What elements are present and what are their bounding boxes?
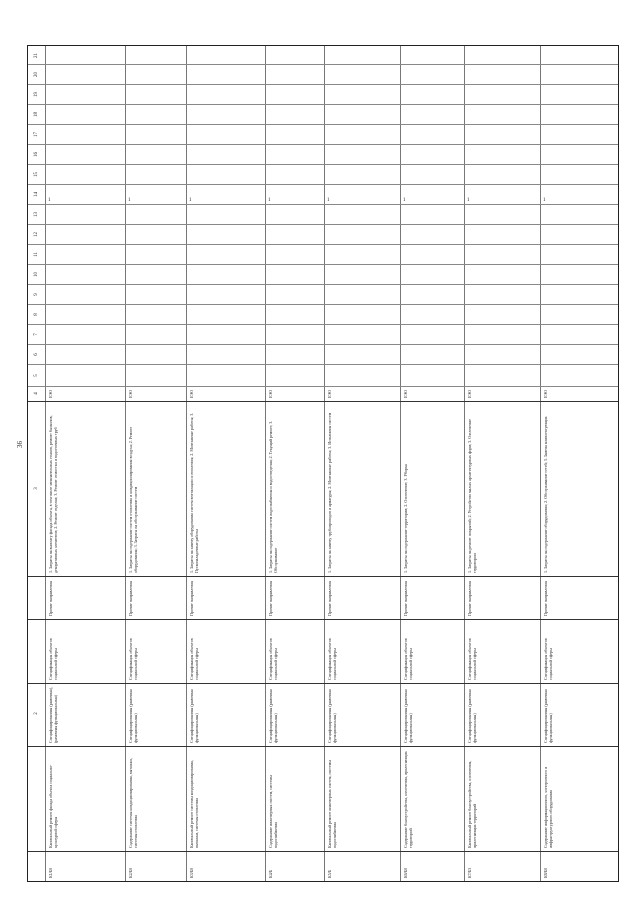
row-unit: ЕЭО <box>268 389 273 398</box>
row-unit: ЕЭО <box>403 389 408 398</box>
column-number: 2 <box>34 712 39 715</box>
row-type: Специфицированная (рамочная), (рамочная функциональная) <box>48 686 58 743</box>
row-type: Специфицированная (рамочная функциональная) <box>467 689 477 743</box>
row-unit: ЕЭО <box>543 389 548 398</box>
row-code: К4/Б <box>268 869 273 878</box>
row-mark: 1 <box>327 198 330 203</box>
row-category: Спецификация объектов социальной сферы <box>327 638 337 680</box>
row-type: Специфицированная (рамочная функциональная) <box>128 689 138 743</box>
row-type: Специфицированная (рамочная функциональная) <box>543 689 553 743</box>
column-number: 8 <box>34 312 39 316</box>
row-description: 1. Затраты на содержание систем отопления и кондиционирования воздуха; 2. Ремонт оборудования; 3. Затраты на обслуживание систем <box>128 426 138 573</box>
row-description: 1. Затраты на содержание территории; 2. Озеленение; 3. Уборка <box>403 464 408 573</box>
table-row <box>265 46 324 881</box>
column-number: 6 <box>34 352 39 356</box>
row-mark: 1 <box>403 198 406 203</box>
row-unit: ЕЭО <box>327 389 332 398</box>
row-mark: 1 <box>128 198 131 203</box>
row-unit: ЕЭО <box>189 389 194 398</box>
row-mark: 1 <box>543 198 546 203</box>
row-category: Спецификация объектов социальной сферы <box>543 638 553 680</box>
table-row <box>324 46 400 881</box>
table-row <box>186 46 265 881</box>
row-mark: 1 <box>48 198 51 203</box>
row-name: Капитальный ремонт благоустройства, озеленения, прилегающих территорий <box>467 760 477 848</box>
row-mark: 1 <box>268 198 271 203</box>
row-type: Специфицированная (рамочная функциональная) <box>268 689 278 743</box>
row-description: 1. Затраты на ремонт покрытий; 2. Устройство малых архитектурных форм; 3. Озеленение территории <box>467 418 477 573</box>
table-row <box>45 46 125 881</box>
column-number: 16 <box>34 151 39 157</box>
row-name: Капитальный ремонт системы кондиционирования, вытяжки, системы отопления <box>189 760 199 848</box>
row-status: Прочие направления <box>189 580 194 616</box>
row-category: Спецификация объектов социальной сферы <box>467 638 477 680</box>
table-row <box>400 46 464 881</box>
row-code: К1/Б0 <box>48 867 53 878</box>
row-type: Специфицированная (рамочная функциональная) <box>327 689 337 743</box>
column-number: 15 <box>34 171 39 177</box>
row-name: Капитальный ремонт инженерных систем, системы водоснабжения <box>327 760 337 848</box>
row-type: Специфицированная (рамочная функциональная) <box>189 689 199 743</box>
data-table <box>27 45 619 882</box>
table-row <box>125 46 186 881</box>
row-unit: ЕЭО <box>467 389 472 398</box>
row-mark: 1 <box>189 198 192 203</box>
row-name: Капитальный ремонт фасада объекта социально-культурной сферы <box>48 764 58 848</box>
row-status: Прочие направления <box>327 580 332 616</box>
column-number: 19 <box>34 91 39 97</box>
row-code: К7/Б3 <box>467 867 472 878</box>
row-status: Прочие направления <box>128 580 133 616</box>
table-row <box>464 46 540 881</box>
column-number: 7 <box>34 332 39 336</box>
column-number: 3 <box>34 487 39 490</box>
row-code: К6/Б0 <box>403 867 408 878</box>
row-category: Спецификация объектов социальной сферы <box>128 638 138 680</box>
column-number: 9 <box>34 292 39 296</box>
row-name: Содержание системы кондиционирования, вытяжки, системы отопления <box>128 758 138 848</box>
row-code: К2/Б0 <box>128 867 133 878</box>
row-description: 1. Затраты на содержание систем водоснабжения и водоотведения; 2. Текущий ремонт; 3. Обслуживание <box>268 420 278 573</box>
row-description: 1. Затраты на замену трубопроводов и арматуры; 2. Монтажные работы; 3. Испытания систем <box>327 412 332 573</box>
row-unit: ЕЭО <box>48 389 53 398</box>
column-number: 5 <box>34 373 39 377</box>
row-category: Спецификация объектов социальной сферы <box>268 638 278 680</box>
page-number: 36 <box>16 441 24 448</box>
row-unit: ЕЭО <box>128 389 133 398</box>
column-number: 11 <box>33 251 39 257</box>
row-status: Прочие направления <box>467 580 472 616</box>
row-name: Содержание информационного, электронного и инфраструктурного оборудования <box>543 766 553 848</box>
column-number: 18 <box>34 111 39 117</box>
column-number: 13 <box>34 211 39 217</box>
column-number: 20 <box>34 71 39 77</box>
row-status: Прочие направления <box>268 580 273 616</box>
column-number: 10 <box>34 271 39 277</box>
row-description: 1. Затраты на замену оборудования систем вентиляции и отопления; 2. Монтажные работы; 3. Пусконаладочные работы <box>189 412 199 573</box>
row-code: К3/Б0 <box>189 867 194 878</box>
row-name: Содержание благоустройства, озеленения, прилегающих территорий <box>403 751 413 848</box>
column-number: 12 <box>34 231 39 237</box>
row-mark: 1 <box>467 198 470 203</box>
row-category: Спецификация объектов социальной сферы <box>189 638 199 680</box>
row-description: 1. Затраты на выплату фасада объекта, в том числе межпанельных стыков, ремонт балконов, декоративных элементов; 2. Ремонт отделки; 3. Ремонт отмостки и водосточных труб <box>48 415 58 573</box>
column-number: 21 <box>34 52 39 58</box>
column-number: 4 <box>34 392 39 395</box>
row-status: Прочие направления <box>543 580 548 616</box>
table-row <box>540 46 618 881</box>
row-category: Спецификация объектов социальной сферы <box>48 638 58 680</box>
row-code: К5/Б <box>327 869 332 878</box>
row-status: Прочие направления <box>403 580 408 616</box>
column-number: 17 <box>34 131 39 137</box>
column-number: 14 <box>34 191 39 197</box>
row-name: Содержание инженерных систем, системы водоснабжения <box>268 775 278 848</box>
row-description: 1. Затраты на содержание оборудования; 2. Обслуживание сетей; 3. Замена комплектующих <box>543 416 548 573</box>
row-type: Специфицированная (рамочная функциональная) <box>403 689 413 743</box>
row-status: Прочие направления <box>48 580 53 616</box>
row-category: Спецификация объектов социальной сферы <box>403 638 413 680</box>
row-code: К8/Б0 <box>543 867 548 878</box>
